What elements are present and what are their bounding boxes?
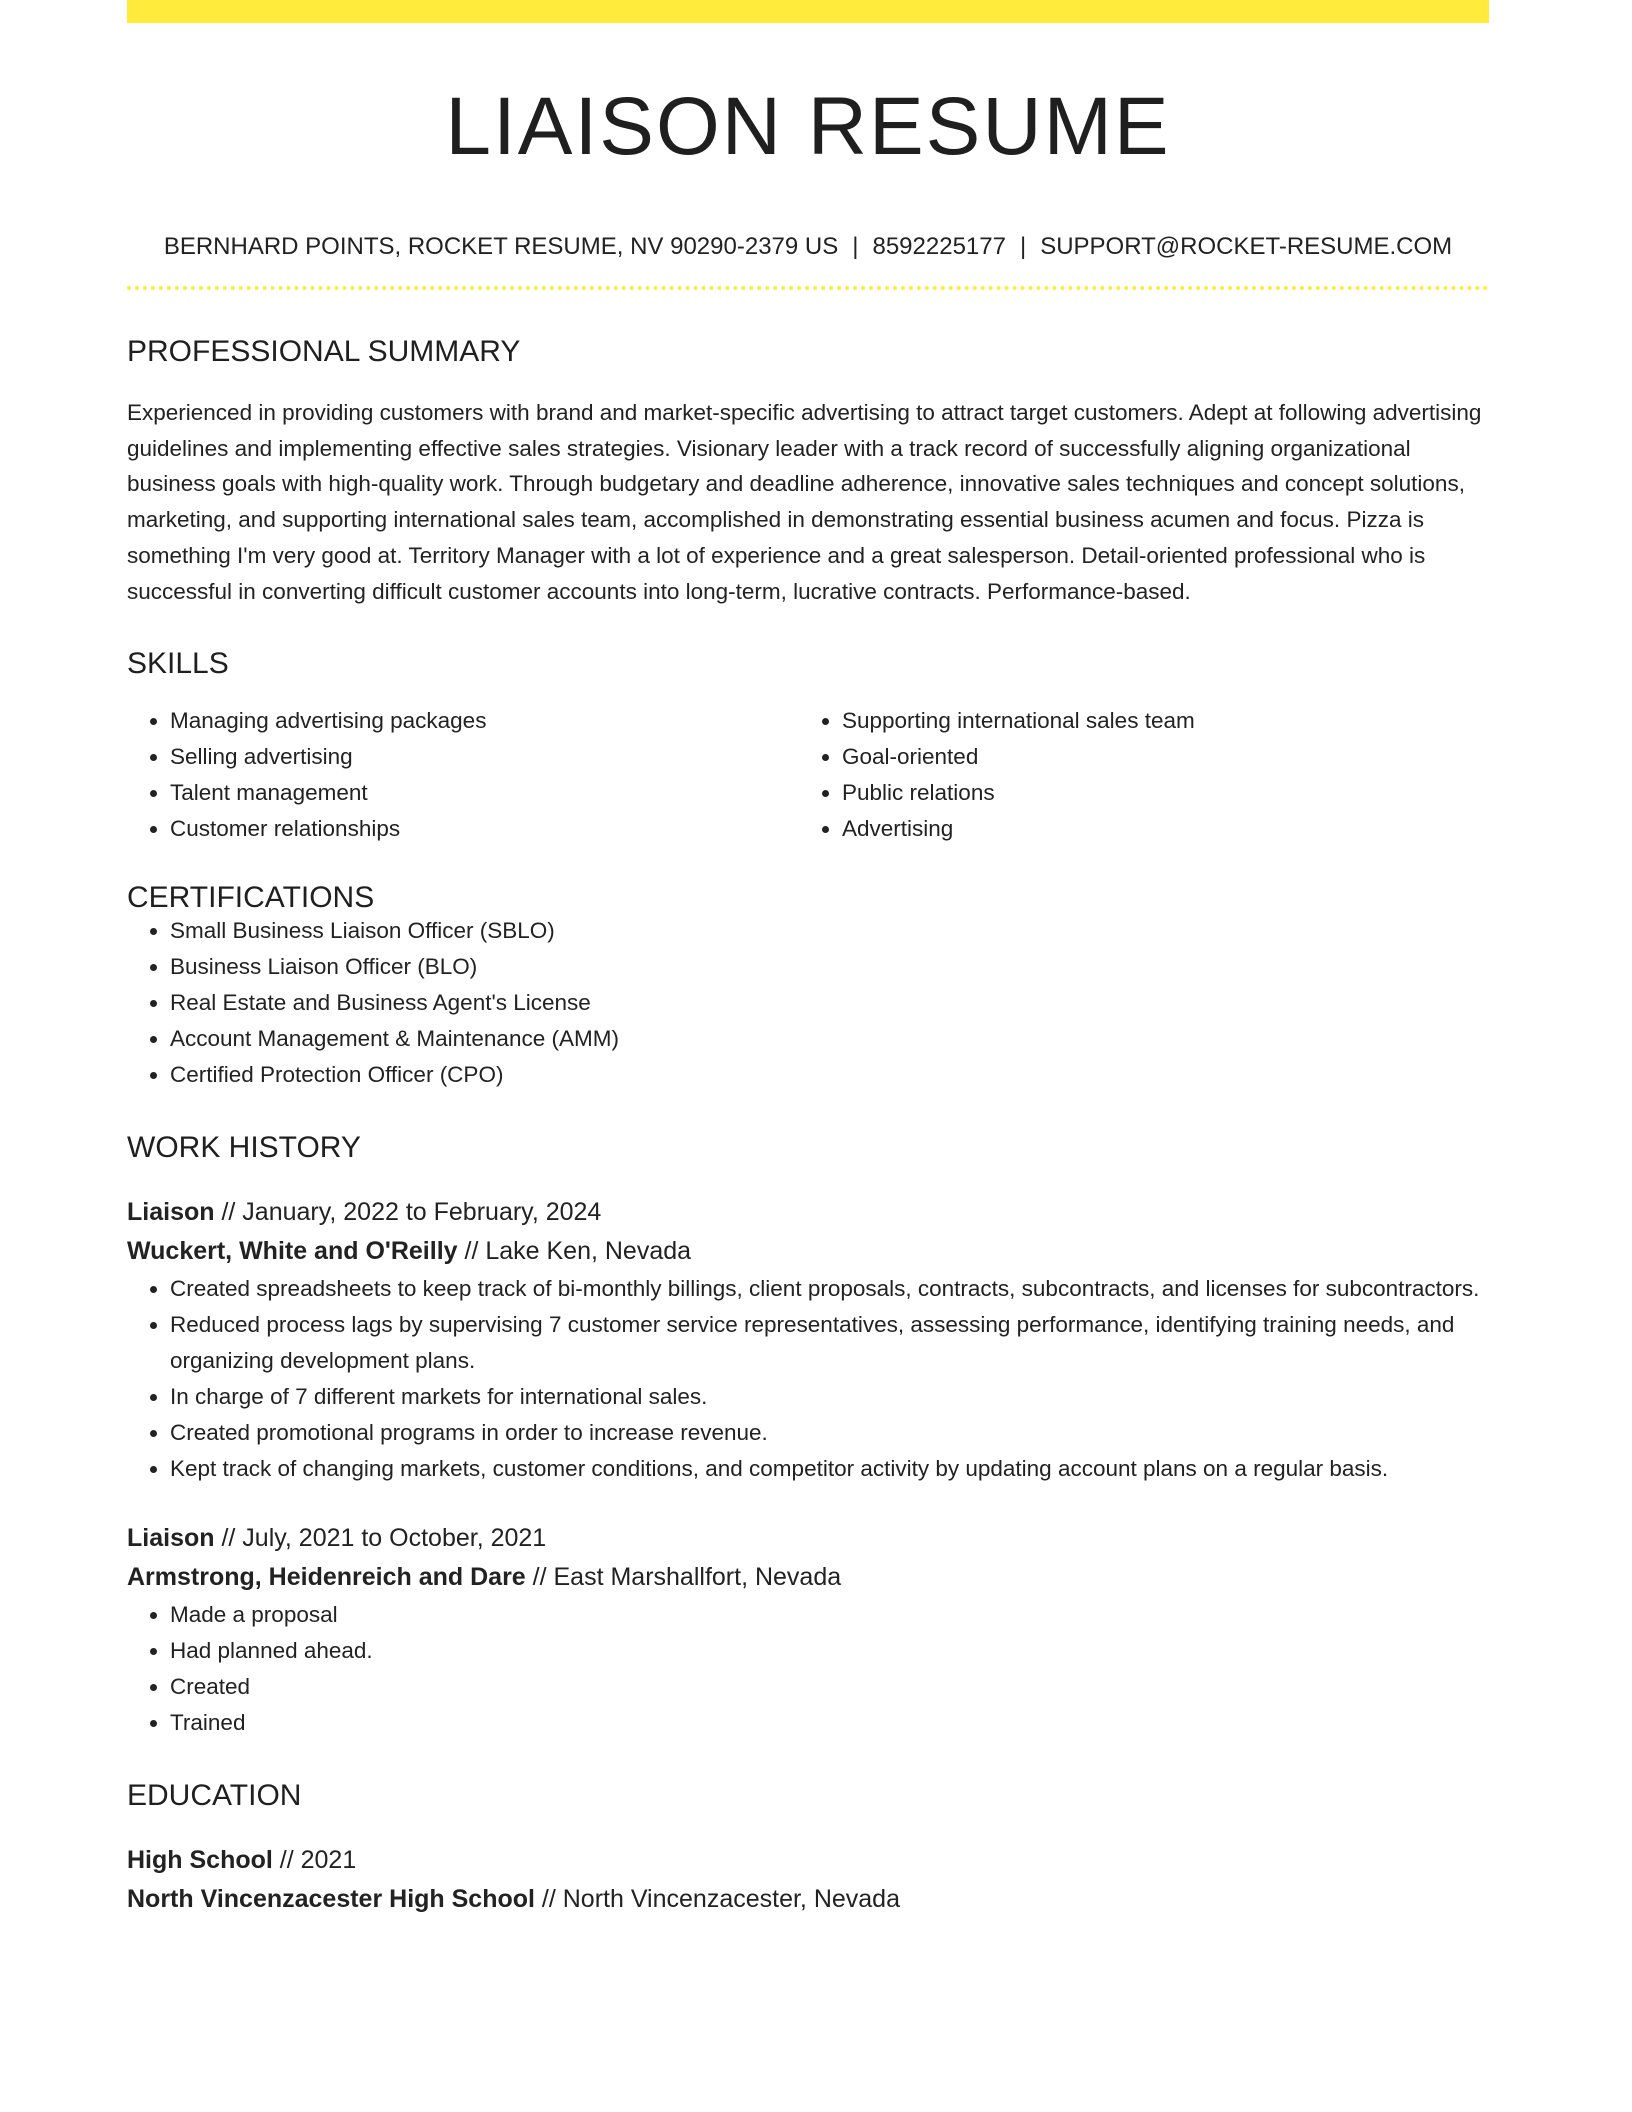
- contact-phone: 8592225177: [872, 233, 1006, 260]
- header-divider: [127, 286, 1489, 290]
- job-bullet: • Reduced process lags by supervising 7 customer service representatives, assessing performance, identifying training needs, and organizing development plans.: [170, 1307, 1489, 1379]
- job-bullet: • Kept track of changing markets, customer conditions, and competitor activity by updating account plans on a regular basis.: [170, 1451, 1489, 1487]
- contact-separator: |: [852, 233, 859, 260]
- summary-text: Experienced in providing customers with brand and market-specific advertising to attract target customers. Adept at following advertising guidelines and implementing effective sales strategies. Visionary leader with a track record of successfully aligning organizational business goals with high-quality work. Through budgetary and deadline adherence, innovative sales techniques and concept solutions, marketing, and supporting international sales team, accomplished in demonstrating essential business acumen and focus. Pizza is something I'm very good at. Territory Manager with a lot of experience and a great salesperson. Detail-oriented professional who is successful in converting difficult customer accounts into long-term, lucrative contracts. Performance-based.: [127, 400, 1482, 604]
- job-dates: // July, 2021 to October, 2021: [214, 1524, 547, 1553]
- job-entry: [127, 1519, 1489, 1741]
- skill-item: • Public relations: [842, 775, 1471, 811]
- job-bullet: • Created promotional programs in order to increase revenue.: [170, 1415, 1489, 1451]
- certifications-heading: CERTIFICATIONS: [127, 881, 375, 915]
- job-bullets: [127, 1597, 1489, 1741]
- skills-column-left: [127, 703, 799, 847]
- skill-item: • Goal-oriented: [842, 739, 1471, 775]
- job-company-line: [127, 1232, 1489, 1271]
- certification-item: • Business Liaison Officer (BLO): [170, 949, 1489, 985]
- work-history-heading: WORK HISTORY: [127, 1131, 361, 1165]
- skill-item: • Managing advertising packages: [170, 703, 799, 739]
- certification-item: • Certified Protection Officer (CPO): [170, 1057, 1489, 1093]
- job-role-line: [127, 1519, 1489, 1558]
- education-school: North Vincenzacester High School: [127, 1885, 535, 1914]
- contact-separator: |: [1019, 233, 1027, 260]
- education-degree-line: [127, 1841, 1489, 1880]
- job-bullets: [127, 1271, 1489, 1487]
- education-degree: High School: [127, 1846, 273, 1875]
- certification-item: • Small Business Liaison Officer (SBLO): [170, 913, 1489, 949]
- job-dates: // January, 2022 to February, 2024: [214, 1198, 602, 1227]
- job-bullet: • Created spreadsheets to keep track of bi-monthly billings, client proposals, contracts, subcontracts, and licenses for subcontractors.: [170, 1271, 1489, 1307]
- job-location: // Lake Ken, Nevada: [457, 1237, 692, 1266]
- job-location: // East Marshallfort, Nevada: [525, 1563, 842, 1592]
- education-entry: [127, 1841, 1489, 1919]
- education-year: // 2021: [272, 1846, 357, 1875]
- job-bullet: • Created: [170, 1669, 1489, 1705]
- skills-list-left: [127, 703, 799, 847]
- skill-item: • Advertising: [842, 811, 1471, 847]
- job-bullet: • Made a proposal: [170, 1597, 1489, 1633]
- certification-item: • Account Management & Maintenance (AMM): [170, 1021, 1489, 1057]
- skills-heading: SKILLS: [127, 647, 229, 681]
- skills-grid: [127, 703, 1489, 847]
- education-heading: EDUCATION: [127, 1779, 302, 1813]
- skill-item: • Customer relationships: [170, 811, 799, 847]
- job-role: Liaison: [127, 1524, 215, 1553]
- job-company-line: [127, 1558, 1489, 1597]
- contact-email: SUPPORT@ROCKET-RESUME.COM: [1040, 233, 1453, 260]
- job-company: Armstrong, Heidenreich and Dare: [127, 1563, 526, 1592]
- job-bullet: • In charge of 7 different markets for international sales.: [170, 1379, 1489, 1415]
- skills-column-right: [799, 703, 1471, 847]
- certification-item: • Real Estate and Business Agent's License: [170, 985, 1489, 1021]
- education-location: // North Vincenzacester, Nevada: [534, 1885, 900, 1914]
- top-accent-bar: [127, 0, 1489, 23]
- skill-item: • Talent management: [170, 775, 799, 811]
- summary-heading: PROFESSIONAL SUMMARY: [127, 335, 521, 368]
- job-entry: [127, 1193, 1489, 1487]
- job-company: Wuckert, White and O'Reilly: [127, 1237, 458, 1266]
- skills-list-right: [799, 703, 1471, 847]
- skill-item: • Supporting international sales team: [842, 703, 1471, 739]
- job-role: Liaison: [127, 1198, 215, 1227]
- job-bullet: • Trained: [170, 1705, 1489, 1741]
- contact-line: [127, 235, 1489, 259]
- education-school-line: [127, 1880, 1489, 1919]
- job-bullet: • Had planned ahead.: [170, 1633, 1489, 1669]
- contact-address: BERNHARD POINTS, ROCKET RESUME, NV 90290-2379 US: [163, 233, 839, 260]
- job-role-line: [127, 1193, 1489, 1232]
- resume-page: [127, 0, 1489, 1919]
- resume-title: LIAISON RESUME: [445, 81, 1171, 172]
- certifications-list: [127, 913, 1489, 1093]
- skill-item: • Selling advertising: [170, 739, 799, 775]
